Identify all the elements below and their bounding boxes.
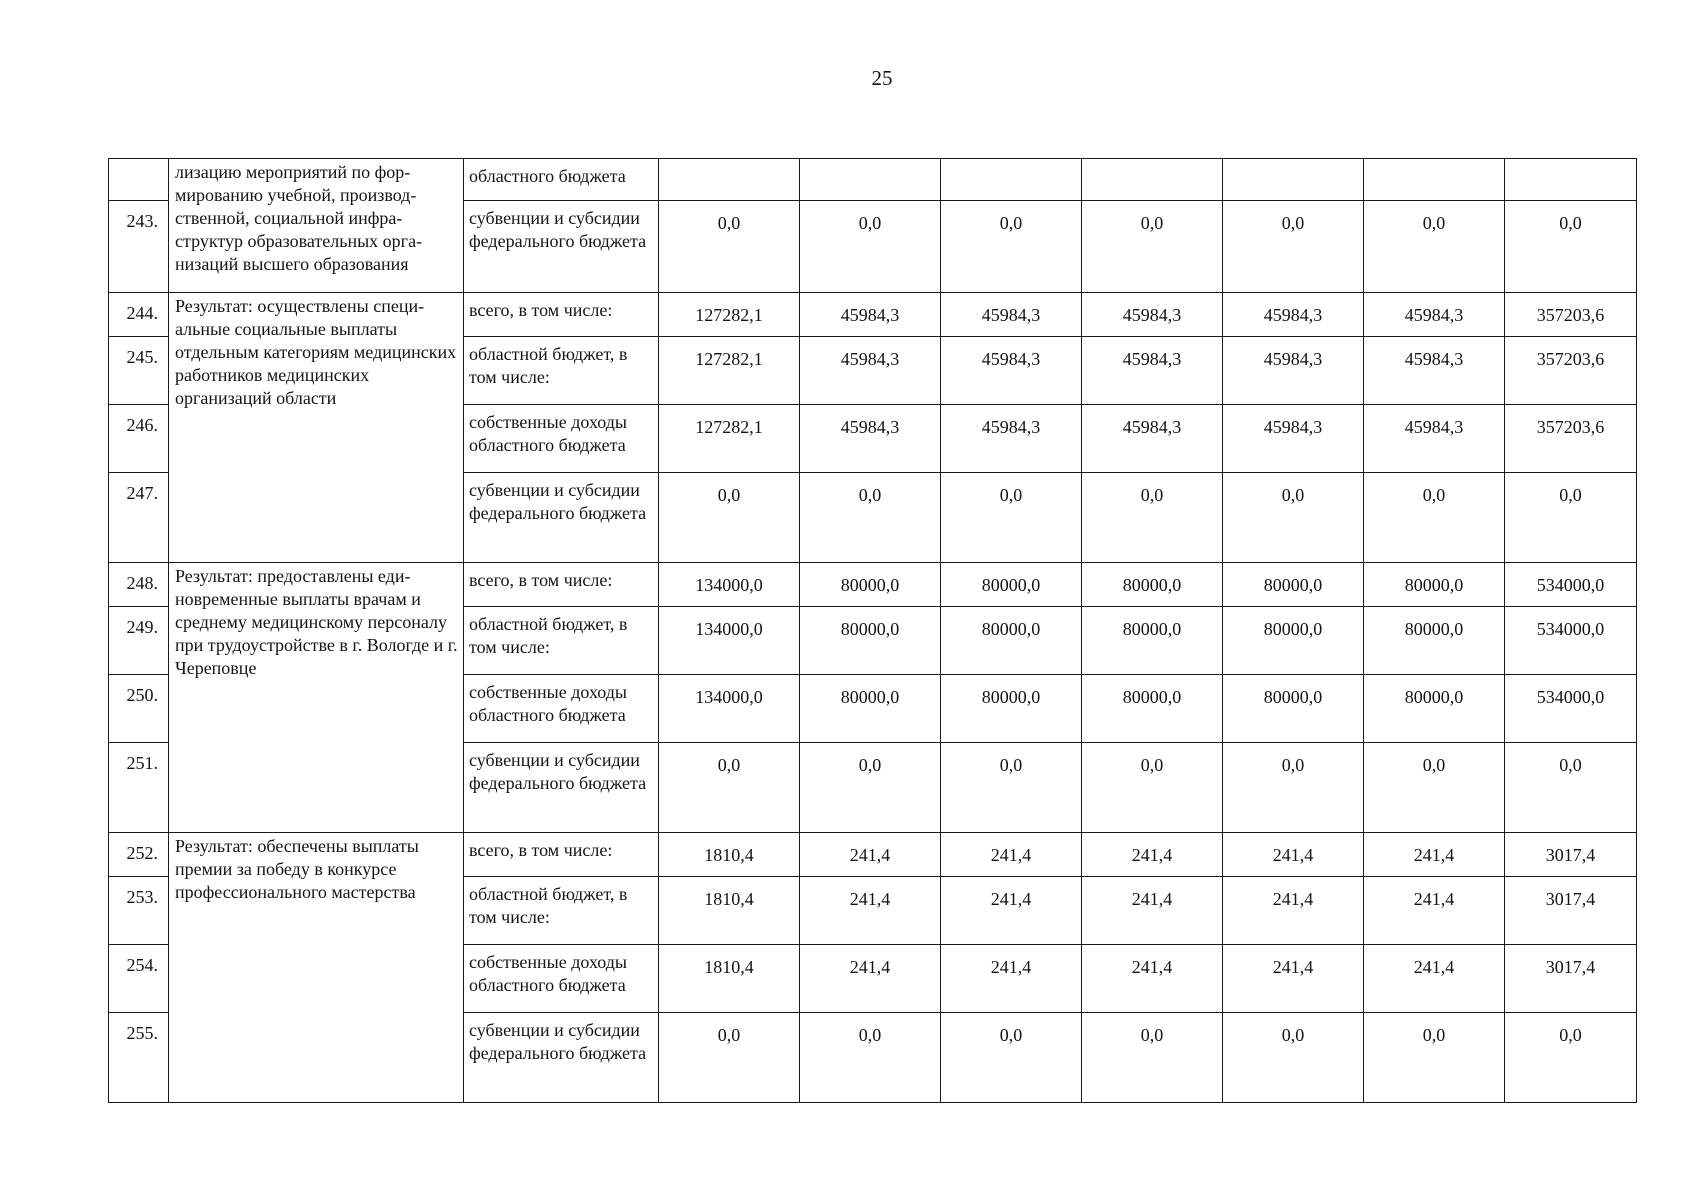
value-cell: 80000,0 bbox=[1082, 607, 1223, 675]
value-cell: 0,0 bbox=[1505, 743, 1637, 833]
value-cell bbox=[800, 159, 941, 201]
value-cell: 45984,3 bbox=[941, 293, 1082, 337]
value-cell: 80000,0 bbox=[1364, 675, 1505, 743]
row-number-cell: 243. bbox=[109, 201, 169, 293]
value-cell: 241,4 bbox=[1223, 945, 1364, 1013]
value-cell: 0,0 bbox=[1223, 1013, 1364, 1103]
value-cell: 45984,3 bbox=[1364, 293, 1505, 337]
value-cell: 241,4 bbox=[1223, 877, 1364, 945]
row-number-cell: 252. bbox=[109, 833, 169, 877]
value-cell: 80000,0 bbox=[800, 563, 941, 607]
description-cell: Результат: предоставлены единовременные выплаты врачам и среднему медицинскому персоналу при трудоустройстве в г. Вологде и г. Череповце bbox=[169, 563, 464, 833]
value-cell: 45984,3 bbox=[800, 405, 941, 473]
value-cell: 1810,4 bbox=[659, 945, 800, 1013]
row-number-cell: 253. bbox=[109, 877, 169, 945]
value-cell: 0,0 bbox=[1364, 473, 1505, 563]
value-cell: 45984,3 bbox=[941, 337, 1082, 405]
value-cell: 241,4 bbox=[941, 945, 1082, 1013]
value-cell: 241,4 bbox=[941, 833, 1082, 877]
description-cell: лизацию мероприятий по формированию учебной, производственной, социальной инфраструктур образовательных организаций высшего образования bbox=[169, 159, 464, 293]
value-cell: 241,4 bbox=[1223, 833, 1364, 877]
value-cell: 45984,3 bbox=[941, 405, 1082, 473]
value-cell: 241,4 bbox=[1082, 945, 1223, 1013]
value-cell: 357203,6 bbox=[1505, 337, 1637, 405]
value-cell: 241,4 bbox=[1364, 877, 1505, 945]
value-cell bbox=[1364, 159, 1505, 201]
source-cell: областной бюджет, в том числе: bbox=[464, 877, 659, 945]
table-body bbox=[109, 159, 1637, 1103]
table-row bbox=[109, 159, 1637, 201]
value-cell: 45984,3 bbox=[1364, 337, 1505, 405]
value-cell: 3017,4 bbox=[1505, 945, 1637, 1013]
source-cell: субвенции и субсидии федерального бюджета bbox=[464, 473, 659, 563]
value-cell: 45984,3 bbox=[1082, 337, 1223, 405]
value-cell: 0,0 bbox=[659, 743, 800, 833]
source-cell: собственные доходы областного бюджета bbox=[464, 405, 659, 473]
value-cell bbox=[1082, 159, 1223, 201]
value-cell: 241,4 bbox=[941, 877, 1082, 945]
value-cell: 0,0 bbox=[1082, 743, 1223, 833]
value-cell: 3017,4 bbox=[1505, 833, 1637, 877]
value-cell: 0,0 bbox=[1082, 201, 1223, 293]
row-number-cell: 251. bbox=[109, 743, 169, 833]
value-cell: 80000,0 bbox=[941, 607, 1082, 675]
description-cell: Результат: обеспечены выплаты премии за победу в конкурсе профессионального мастерства bbox=[169, 833, 464, 1103]
value-cell: 80000,0 bbox=[1223, 607, 1364, 675]
value-cell: 0,0 bbox=[1364, 1013, 1505, 1103]
value-cell: 45984,3 bbox=[1364, 405, 1505, 473]
value-cell: 0,0 bbox=[800, 473, 941, 563]
value-cell: 0,0 bbox=[1223, 201, 1364, 293]
value-cell: 134000,0 bbox=[659, 563, 800, 607]
value-cell: 45984,3 bbox=[800, 337, 941, 405]
value-cell: 0,0 bbox=[1505, 201, 1637, 293]
value-cell bbox=[941, 159, 1082, 201]
row-number-cell: 248. bbox=[109, 563, 169, 607]
value-cell: 127282,1 bbox=[659, 293, 800, 337]
row-number-cell: 246. bbox=[109, 405, 169, 473]
value-cell: 0,0 bbox=[659, 1013, 800, 1103]
value-cell: 241,4 bbox=[1364, 945, 1505, 1013]
row-number-cell: 244. bbox=[109, 293, 169, 337]
value-cell: 241,4 bbox=[1364, 833, 1505, 877]
row-number-cell: 245. bbox=[109, 337, 169, 405]
value-cell: 45984,3 bbox=[1223, 337, 1364, 405]
value-cell: 45984,3 bbox=[1223, 405, 1364, 473]
value-cell: 0,0 bbox=[941, 201, 1082, 293]
value-cell: 127282,1 bbox=[659, 337, 800, 405]
value-cell: 1810,4 bbox=[659, 877, 800, 945]
source-cell: всего, в том числе: bbox=[464, 833, 659, 877]
source-cell: субвенции и субсидии федерального бюджета bbox=[464, 201, 659, 293]
value-cell: 0,0 bbox=[1082, 1013, 1223, 1103]
row-number-cell: 247. bbox=[109, 473, 169, 563]
value-cell: 0,0 bbox=[1082, 473, 1223, 563]
value-cell: 357203,6 bbox=[1505, 405, 1637, 473]
row-number-cell: 249. bbox=[109, 607, 169, 675]
value-cell: 80000,0 bbox=[941, 563, 1082, 607]
value-cell: 45984,3 bbox=[800, 293, 941, 337]
budget-table bbox=[108, 158, 1637, 1103]
source-cell: областной бюджет, в том числе: bbox=[464, 337, 659, 405]
row-number-cell: 254. bbox=[109, 945, 169, 1013]
row-number-cell: 250. bbox=[109, 675, 169, 743]
value-cell: 241,4 bbox=[800, 833, 941, 877]
value-cell: 134000,0 bbox=[659, 675, 800, 743]
value-cell: 534000,0 bbox=[1505, 607, 1637, 675]
value-cell: 241,4 bbox=[800, 877, 941, 945]
value-cell: 45984,3 bbox=[1223, 293, 1364, 337]
value-cell: 80000,0 bbox=[1364, 563, 1505, 607]
value-cell: 534000,0 bbox=[1505, 675, 1637, 743]
value-cell: 80000,0 bbox=[1082, 563, 1223, 607]
source-cell: областной бюджет, в том числе: bbox=[464, 607, 659, 675]
value-cell: 80000,0 bbox=[941, 675, 1082, 743]
value-cell: 241,4 bbox=[800, 945, 941, 1013]
value-cell: 1810,4 bbox=[659, 833, 800, 877]
source-cell: субвенции и субсидии федерального бюджета bbox=[464, 1013, 659, 1103]
table-row bbox=[109, 563, 1637, 607]
value-cell: 80000,0 bbox=[1223, 563, 1364, 607]
value-cell bbox=[1223, 159, 1364, 201]
value-cell: 0,0 bbox=[1364, 201, 1505, 293]
source-cell: всего, в том числе: bbox=[464, 293, 659, 337]
value-cell: 0,0 bbox=[1505, 473, 1637, 563]
value-cell: 0,0 bbox=[659, 201, 800, 293]
value-cell: 134000,0 bbox=[659, 607, 800, 675]
value-cell: 0,0 bbox=[800, 201, 941, 293]
value-cell bbox=[659, 159, 800, 201]
value-cell: 357203,6 bbox=[1505, 293, 1637, 337]
page-number: 25 bbox=[871, 66, 893, 90]
value-cell: 0,0 bbox=[1364, 743, 1505, 833]
row-number-cell bbox=[109, 159, 169, 201]
value-cell: 0,0 bbox=[800, 743, 941, 833]
value-cell: 0,0 bbox=[1505, 1013, 1637, 1103]
source-cell: областного бюджета bbox=[464, 159, 659, 201]
value-cell: 0,0 bbox=[659, 473, 800, 563]
value-cell: 0,0 bbox=[800, 1013, 941, 1103]
source-cell: всего, в том числе: bbox=[464, 563, 659, 607]
value-cell: 45984,3 bbox=[1082, 293, 1223, 337]
source-cell: собственные доходы областного бюджета bbox=[464, 945, 659, 1013]
value-cell: 534000,0 bbox=[1505, 563, 1637, 607]
value-cell: 80000,0 bbox=[1364, 607, 1505, 675]
value-cell: 0,0 bbox=[941, 473, 1082, 563]
value-cell: 127282,1 bbox=[659, 405, 800, 473]
value-cell: 241,4 bbox=[1082, 877, 1223, 945]
value-cell: 0,0 bbox=[1223, 743, 1364, 833]
source-cell: собственные доходы областного бюджета bbox=[464, 675, 659, 743]
value-cell: 0,0 bbox=[941, 1013, 1082, 1103]
value-cell: 0,0 bbox=[1223, 473, 1364, 563]
value-cell: 80000,0 bbox=[1223, 675, 1364, 743]
value-cell: 241,4 bbox=[1082, 833, 1223, 877]
value-cell: 80000,0 bbox=[800, 675, 941, 743]
value-cell: 3017,4 bbox=[1505, 877, 1637, 945]
table-row bbox=[109, 833, 1637, 877]
value-cell bbox=[1505, 159, 1637, 201]
value-cell: 80000,0 bbox=[1082, 675, 1223, 743]
description-cell: Результат: осуществлены специальные социальные выплаты отдельным категориям медицинских работников медицинских организаций области bbox=[169, 293, 464, 563]
row-number-cell: 255. bbox=[109, 1013, 169, 1103]
value-cell: 45984,3 bbox=[1082, 405, 1223, 473]
source-cell: субвенции и субсидии федерального бюджета bbox=[464, 743, 659, 833]
value-cell: 80000,0 bbox=[800, 607, 941, 675]
table-row bbox=[109, 293, 1637, 337]
value-cell: 0,0 bbox=[941, 743, 1082, 833]
